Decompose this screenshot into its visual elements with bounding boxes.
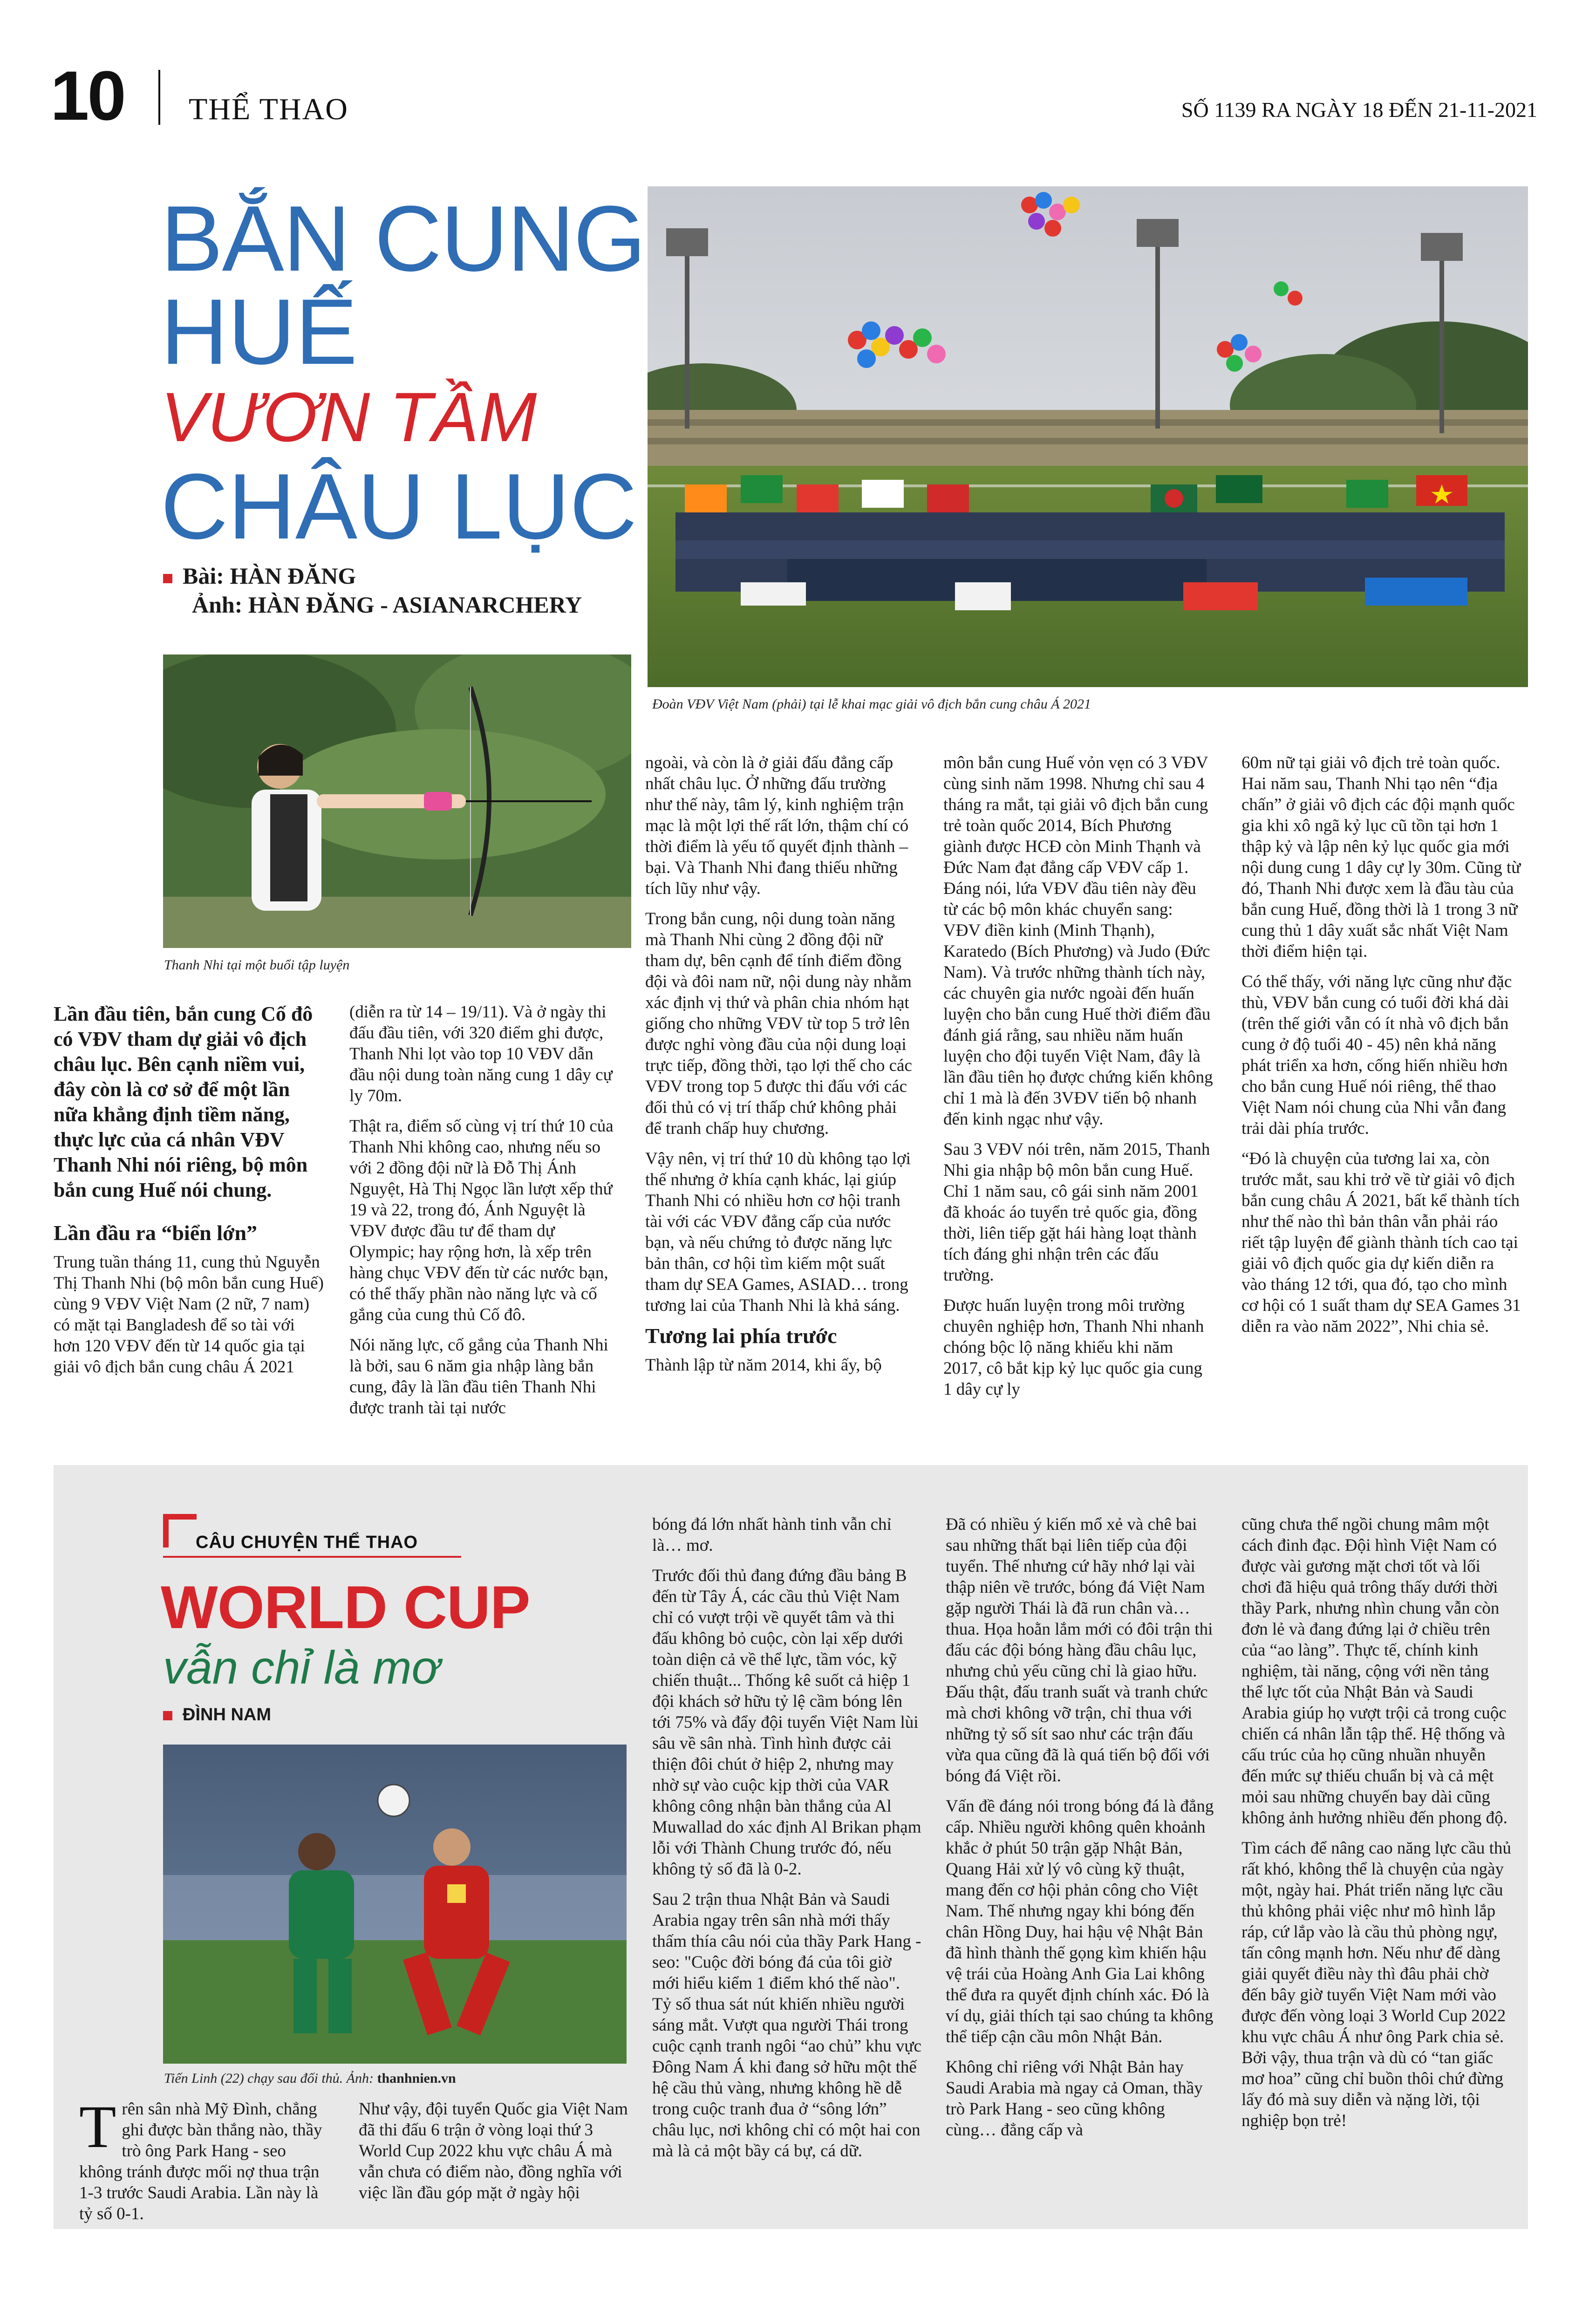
paragraph: Sau 2 trận thua Nhật Bản và Saudi Arabia ngay trên sân nhà mới thấy thấm thía câu nói của thầy Park Hang - seo: "Cuộc đời bóng đá của tôi giờ mới hiểu kiểm 1 điểm khó thế nào". Tỷ số thua sát nút khiến nhiều người sáng mắt. Vượt qua người Thái trong cuộc cạnh tranh ngôi “ao chủ” khu vực Đông Nam Á khi đang sở hữu một thế hệ cầu thủ vàng, nhưng không hề dễ trong cuộc tranh đua ở “sông lớn” châu lục, nơi không chỉ có một hai con mà là cả một bầy cá bự, cá dữ. <box>652 1890 921 2161</box>
archer-photo <box>163 654 631 948</box>
football-caption-text: Tiến Linh (22) chạy sau đối thủ. Ảnh: <box>164 2071 374 2086</box>
paragraph: Không chỉ riêng với Nhật Bản hay Saudi Arabia mà ngay cả Oman, thầy trò Park Hang - seo cũng không cùng… đẳng cấp và <box>946 2058 1203 2140</box>
article2-title-line-1: WORLD CUP <box>161 1573 530 1641</box>
article2-column-5 <box>1241 1514 1512 2141</box>
article1-lead: Lần đầu tiên, bắn cung Cố đô có VĐV tham dự giải vô địch châu lục. Bên cạnh niềm vui, đây còn là cơ sở để một lần nữa khẳng định tiềm năng, thực lực của cá nhân VĐV Thanh Nhi nói riêng, bộ môn bắn cung Huế nói chung. <box>54 1002 313 1201</box>
article2-author: ĐÌNH NAM <box>183 1705 271 1725</box>
subhead-tuong-lai: Tương lai phía trước <box>645 1324 837 1348</box>
article2-byline <box>163 1705 271 1725</box>
article2-title-line-2: vẫn chỉ là mơ <box>163 1642 440 1694</box>
subhead-bien-lon: Lần đầu ra “biển lớn” <box>54 1221 258 1245</box>
archer-caption: Thanh Nhi tại một buổi tập luyện <box>164 957 350 973</box>
paragraph: 60m nữ tại giải vô địch trẻ toàn quốc. Hai năm sau, Thanh Nhi tạo nên “địa chấn” ở giải vô địch các đội mạnh quốc gia khi xô ngã kỷ lục cũ tồn tại hơn 1 thập kỷ và lập nên kỷ lục quốc gia mới nội dung cung 1 dây cự ly 30m. Cũng từ đó, Thanh Nhi được xem là đầu tàu của bắn cung Huế, đồng thời là 1 trong 3 nữ cung thủ 1 dây xuất sắc nhất Việt Nam thời điểm hiện tại. <box>1241 753 1521 961</box>
ceremony-photo <box>648 186 1528 687</box>
paragraph: Như vậy, đội tuyển Quốc gia Việt Nam đã thi đấu 6 trận ở vòng loại thứ 3 World Cup 2022 khu vực châu Á mà vẫn chưa có điểm nào, đồng nghĩa với việc lần đầu góp mặt ở ngày hội <box>359 2100 628 2202</box>
paragraph: Thành lập từ năm 2014, khi ấy, bộ <box>645 1356 882 1375</box>
article1-column-1 <box>54 1002 324 1387</box>
title-line-1: BẮN CUNG <box>161 187 645 291</box>
paragraph: Tìm cách để nâng cao năng lực cầu thủ rất khó, không thể là chuyện của ngày một, ngày hai. Phát triển năng lực cầu thủ không phải việc như mô hình lắp ráp, cứ lắp vào là cầu thủ phòng ngự, tấn công mạnh hơn. Nếu như để dàng giải quyết điều này thì đâu phải chờ đến bây giờ tuyển Việt Nam mới vào được đến vòng loại 3 World Cup 2022 khu vực châu Á như ông Park chia sẻ. Bởi vậy, thua trận và dù có “tan giấc mơ hoa” cũng chỉ buồn thôi chứ đừng lấy đó mà suy diễn và nặng lời, tội nghiệp bọn trẻ! <box>1241 1839 1511 2130</box>
header-divider <box>158 70 160 125</box>
paragraph: rên sân nhà Mỹ Đình, chẳng ghi được bàn thắng nào, thầy trò ông Park Hang - seo không tránh được mối nợ thua trận 1-3 trước Saudi Arabia. Lần này là tỷ số 0-1. <box>79 2100 322 2223</box>
section-label: THỂ THAO <box>189 92 348 126</box>
paragraph: Vấn đề đáng nói trong bóng đá là đẳng cấp. Nhiều người không quên khoảnh khắc ở phút 50 trận gặp Nhật Bản, Quang Hải xử lý vô cùng kỹ thuật, mang đến cơ hội phản công cho Việt Nam. Thế nhưng ngay khi bóng đến chân Hồng Duy, hai hậu vệ Nhật Bản đã hình thành thế gọng kìm khiến hậu vệ trái của Hoàng Anh Gia Lai không thể đưa ra quyết định chính xác. Đó là ví dụ, giải thích tại sao chúng ta không thể tiếp cận cầu môn Nhật Bản. <box>946 1797 1214 2046</box>
column-label: CÂU CHUYỆN THỂ THAO <box>196 1533 418 1552</box>
football-caption-source: thanhnien.vn <box>377 2071 456 2086</box>
paragraph: Vậy nên, vị trí thứ 10 dù không tạo lợi thế nhưng ở khía cạnh khác, lại giúp Thanh Nhi có nhiều hơn cơ hội tranh tài với các VĐV đẳng cấp của nước bạn, và nếu chứng tỏ được năng lực bản thân, cơ hội tìm kiếm một suất tham dự SEA Games, ASIAD… trong tương lai của Thanh Nhi là khả sáng. <box>645 1149 911 1315</box>
paragraph: Trước đối thủ đang đứng đầu bảng B đến từ Tây Á, các cầu thủ Việt Nam chỉ có vượt trội về quyết tâm và thi đấu không bỏ cuộc, còn lại xếp dưới toàn diện cả về thể lực, tầm vóc, kỹ chiến thuật... Thống kê suốt cả hiệp 1 đội khách sở hữu tỷ lệ cầm bóng lên tới 75% và đẩy đội tuyển Việt Nam lùi sâu về sân nhà. Tình hình được cải thiện đôi chút ở hiệp 2, nhưng may nhờ sự vào cuộc kịp thời của VAR không công nhận bàn thắng của Al Muwallad do xác định Al Brikan phạm lỗi với Thành Chung trước đó, nếu không tỷ số đã là 0-2. <box>652 1566 921 1879</box>
title-line-4: CHÂU LỤC <box>161 455 637 559</box>
column-label-icon <box>163 1514 197 1547</box>
football-photo-illustration <box>163 1745 627 2064</box>
column-label-underline <box>163 1556 461 1558</box>
paragraph: Đã có nhiều ý kiến mổ xẻ và chê bai sau những thất bại liên tiếp của đội tuyển. Thế nhưng cứ hãy nhớ lại vài thập niên về trước, bóng đá Việt Nam gặp người Thái là đã run chân và… thua. Họa hoằn lắm mới có đôi trận thi đấu các đội bóng hàng đầu châu lục, nhưng chủ yếu cũng chỉ là giao hữu. Đấu thật, đấu tranh suất và tranh chức mà chơi không vỡ trận, chỉ thua với những tỷ số sít sao như các trận đấu vừa qua cũng đã là quá tiến bộ đối với bóng đá Việt rồi. <box>946 1515 1213 1786</box>
paragraph: (diễn ra từ 14 – 19/11). Và ở ngày thi đấu đầu tiên, với 320 điểm ghi được, Thanh Nhi lọt vào top 10 VĐV dẫn đầu nội dung toàn năng cung 1 dây cự ly 70m. <box>349 1002 613 1105</box>
paragraph: bóng đá lớn nhất hành tinh vẫn chỉ là… mơ. <box>652 1515 892 1555</box>
football-caption <box>164 2071 627 2086</box>
article2-column-1 <box>79 2093 331 2224</box>
paragraph: Nói năng lực, cố gắng của Thanh Nhi là bởi, sau 6 năm gia nhập làng bắn cung, đây là lần đầu tiên Thanh Nhi được tranh tài tại nước <box>349 1336 608 1418</box>
article2-column-4 <box>946 1514 1216 2150</box>
paragraph: Thật ra, điểm số cùng vị trí thứ 10 của Thanh Nhi không cao, nhưng nếu so với 2 đồng đội nữ là Đỗ Thị Ánh Nguyệt, Hà Thị Ngọc lần lượt xếp thứ 19 và 22, trong đó, Ánh Nguyệt là VĐV được đầu tư để tham dự Olympic; hay rộng hơn, là xếp trên hàng chục VĐV đến từ các nước bạn, có thể thấy phần nào năng lực và cố gắng của cung thủ Cố đô. <box>349 1117 614 1324</box>
paragraph: ngoài, và còn là ở giải đấu đẳng cấp nhất châu lục. Ở những đấu trường như thế này, tâm lý, kinh nghiệm trận mạc là một lợi thế rất lớn, thậm chí có thời điểm là yếu tố quyết định thành – bại. Và Thanh Nhi đang thiếu những tích lũy như vậy. <box>645 753 909 898</box>
article1-column-3 <box>645 752 915 1385</box>
title-line-3: VƯƠN TẦM <box>161 378 537 456</box>
paragraph: “Đó là chuyện của tương lai xa, còn trước mắt, sau khi trở về từ giải vô địch bắn cung châu Á 2021, bất kể thành tích như thế nào thì bản thân vẫn phải ráo riết tập luyện để giành thành tích cao tại giải vô địch quốc gia dự kiến diễn ra vào tháng 12 tới, qua đó, tạo cho mình cơ hội có 1 suất tham dự SEA Games 31 diễn ra vào năm 2022”, Nhi chia sẻ. <box>1241 1149 1521 1336</box>
paragraph: Có thể thấy, với năng lực cũng như đặc thù, VĐV bắn cung có tuổi đời khá dài (trên thế giới vẫn có ít nhà vô địch bắn cung ở độ tuổi 40 - 45) nên khả năng phát triển xa hơn, cống hiến nhiều hơn cho bắn cung Huế nói riêng, thể thao Việt Nam nói chung của Nhi vẫn đang trải dài phía trước. <box>1241 972 1512 1138</box>
page-number: 10 <box>50 56 124 135</box>
paragraph: cũng chưa thể ngồi chung mâm một cách đinh đạc. Đội hình Việt Nam có được vài gương mặt chơi tốt và lối chơi đã hiệu quả trông thấy dưới thời thầy Park, nhưng nhìn chung vẫn còn đơn lẻ và đang đứng lại ở chiều trên của “ao làng”. Thực tế, chính kinh nghiệm, tài năng, cộng với nền tảng thể lực tốt của Nhật Bản và Saudi Arabia giúp họ vượt trội cả trong cuộc chiến cá nhân lẫn tập thể. Hệ thống và cấu trúc của họ cũng nhuần nhuyễn đến mức sự thiếu chuẩn bị và cả mệt mỏi sau những chuyến bay dài cũng không ảnh hưởng nhiều đến phong độ. <box>1241 1515 1507 1827</box>
byline-bullet <box>163 1711 172 1720</box>
article1-column-4 <box>943 752 1214 1409</box>
title-line-2: HUẾ <box>161 280 358 384</box>
dropcap: T <box>79 2093 116 2161</box>
issue-info: SỐ 1139 RA NGÀY 18 ĐẾN 21-11-2021 <box>1181 98 1537 122</box>
paragraph: Được huấn luyện trong môi trường chuyên nghiệp hơn, Thanh Nhi nhanh chóng bộc lộ năng khiếu khi năm 2017, cô bắt kịp kỷ lục quốc gia cung 1 dây cự ly <box>943 1296 1204 1399</box>
article1-column-2 <box>349 1002 620 1428</box>
archer-photo-illustration <box>163 654 631 948</box>
paragraph: môn bắn cung Huế vỏn vẹn có 3 VĐV cùng sinh năm 1998. Nhưng chỉ sau 4 tháng ra mắt, tại giải vô địch bắn cung trẻ toàn quốc 2014, Bích Phương giành được HCĐ còn Minh Thạnh và Đức Nam đạt đẳng cấp VĐV cấp 1. Đáng nói, lứa VĐV đầu tiên này đều từ các bộ môn khác chuyển sang: VĐV điền kinh (Minh Thạnh), Karatedo (Bích Phương) và Judo (Đức Nam). Và trước những thành tích này, các chuyên gia nước ngoài đến huấn luyện cho bắn cung Huế thời điểm đầu đánh giá rằng, sau nhiều năm huấn luyện cho đội tuyển Việt Nam, đây là lần đầu tiên họ được chứng kiến không chỉ 1 mà là đến 3VĐV tiến bộ nhanh đến kinh ngạc như vậy. <box>943 753 1213 1129</box>
ceremony-photo-illustration <box>648 186 1528 687</box>
paragraph: Trong bắn cung, nội dung toàn năng mà Thanh Nhi cùng 2 đồng đội nữ tham dự, bên cạnh để tính điểm đồng đội và đôi nam nữ, nội dung này nhằm xác định vị thứ và phân chia nhóm hạt giống cho những VĐV từ top 5 trở lên được nghỉ vòng đầu của nội dung loại trực tiếp, đồng thời, tạo lợi thế cho các VĐV trong top 5 được thi đấu với các đối thủ có vị trí thấp chứ không phải để tranh chấp huy chương. <box>645 909 912 1138</box>
article2-column-3 <box>652 1514 922 2171</box>
article1-byline <box>163 561 582 619</box>
football-photo <box>163 1745 627 2064</box>
article2-column-2 <box>359 2099 629 2213</box>
paragraph: Sau 3 VĐV nói trên, năm 2015, Thanh Nhi gia nhập bộ môn bắn cung Huế. Chỉ 1 năm sau, cô gái sinh năm 2001 đã khoác áo tuyển trẻ quốc gia, đồng thời, liên tiếp gặt hái hàng loạt thành tích đáng ghi nhận trên các đấu trường. <box>943 1140 1210 1285</box>
photo-credit: Ảnh: HÀN ĐĂNG - ASIANARCHERY <box>192 592 582 618</box>
byline-bullet <box>163 574 172 583</box>
article1-column-5 <box>1241 752 1521 1346</box>
byline-author: Bài: HÀN ĐĂNG <box>183 563 356 589</box>
article1-title <box>161 187 650 559</box>
ceremony-caption: Đoàn VĐV Việt Nam (phải) tại lễ khai mạc giải vô địch bắn cung châu Á 2021 <box>652 696 1091 712</box>
paragraph: Trung tuần tháng 11, cung thủ Nguyễn Thị Thanh Nhi (bộ môn bắn cung Huế) cùng 9 VĐV Việt Nam (2 nữ, 7 nam) có mặt tại Bangladesh để so tài với hơn 120 VĐV đến từ 14 quốc gia tại giải vô địch bắn cung châu Á 2021 <box>54 1253 324 1377</box>
